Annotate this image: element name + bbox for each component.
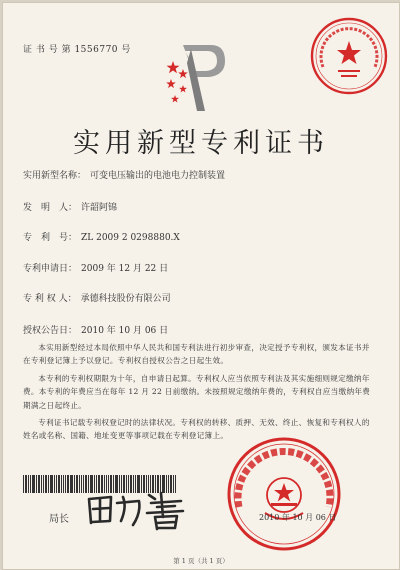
field-label: 专 利 号： bbox=[23, 233, 78, 243]
stamp-date: 2010 年 10 月 06 日 bbox=[259, 513, 337, 522]
field-value: 可变电压输出的电池电力控制装置 bbox=[90, 171, 226, 181]
field-value: ZL 2009 2 0298880.X bbox=[81, 233, 180, 243]
field-value: 承德科技股份有限公司 bbox=[80, 294, 171, 304]
body-paragraph: 本实用新型经过本局依照中华人民共和国专利法进行初步审查，决定授予专利权，颁发本证书并在专利登记簿上予以登记。专利权自授权公告之日起生效。 bbox=[23, 343, 370, 366]
certificate-body-text bbox=[23, 341, 373, 443]
field-label: 授权公告日： bbox=[23, 326, 78, 336]
field-utility-model-name bbox=[23, 168, 225, 181]
field-inventor bbox=[23, 200, 117, 213]
director-signature-icon bbox=[83, 487, 193, 531]
field-label: 专利申请日： bbox=[23, 264, 78, 274]
certificate-sheet bbox=[2, 2, 400, 570]
page-title: 实用新型专利证书 bbox=[73, 128, 329, 159]
body-paragraph: 本专利的专利权期限为十年，自申请日起算。专利权人应当依照专利法及其实施细则规定缴纳年费。本专利的年费应当在每年 12 月 22 日前缴纳。未按照规定缴纳年费的，专利权自应当缴纳年费期满之日起终止。 bbox=[23, 373, 371, 410]
director-label: 局长 bbox=[49, 514, 69, 525]
sipo-emblem-icon bbox=[161, 39, 237, 113]
official-seal-bottom-right-icon bbox=[225, 435, 343, 553]
certificate-number: 证 书 号 第 1556770 号 bbox=[23, 45, 131, 55]
page-number: 第 1 页（共 1 页） bbox=[173, 557, 229, 565]
field-value: 2010 年 10 月 06 日 bbox=[81, 326, 169, 336]
field-label: 发 明 人： bbox=[23, 203, 78, 213]
body-paragraph: 专利证书记载专利权登记时的法律状况。专利权的转移、质押、无效、终止、恢复和专利权人的姓名或名称、国籍、地址变更等事项记载在专利登记簿上。 bbox=[23, 418, 370, 441]
field-patentee bbox=[23, 291, 171, 304]
field-application-date bbox=[23, 261, 168, 274]
field-label: 实用新型名称： bbox=[23, 171, 87, 181]
official-seal-top-right-icon bbox=[308, 15, 390, 97]
field-patent-number bbox=[23, 230, 180, 243]
field-grant-date bbox=[23, 323, 168, 336]
field-label: 专 利 权 人： bbox=[23, 294, 77, 304]
field-value: 许韶阿锦 bbox=[81, 203, 118, 213]
field-value: 2009 年 12 月 22 日 bbox=[81, 264, 169, 274]
